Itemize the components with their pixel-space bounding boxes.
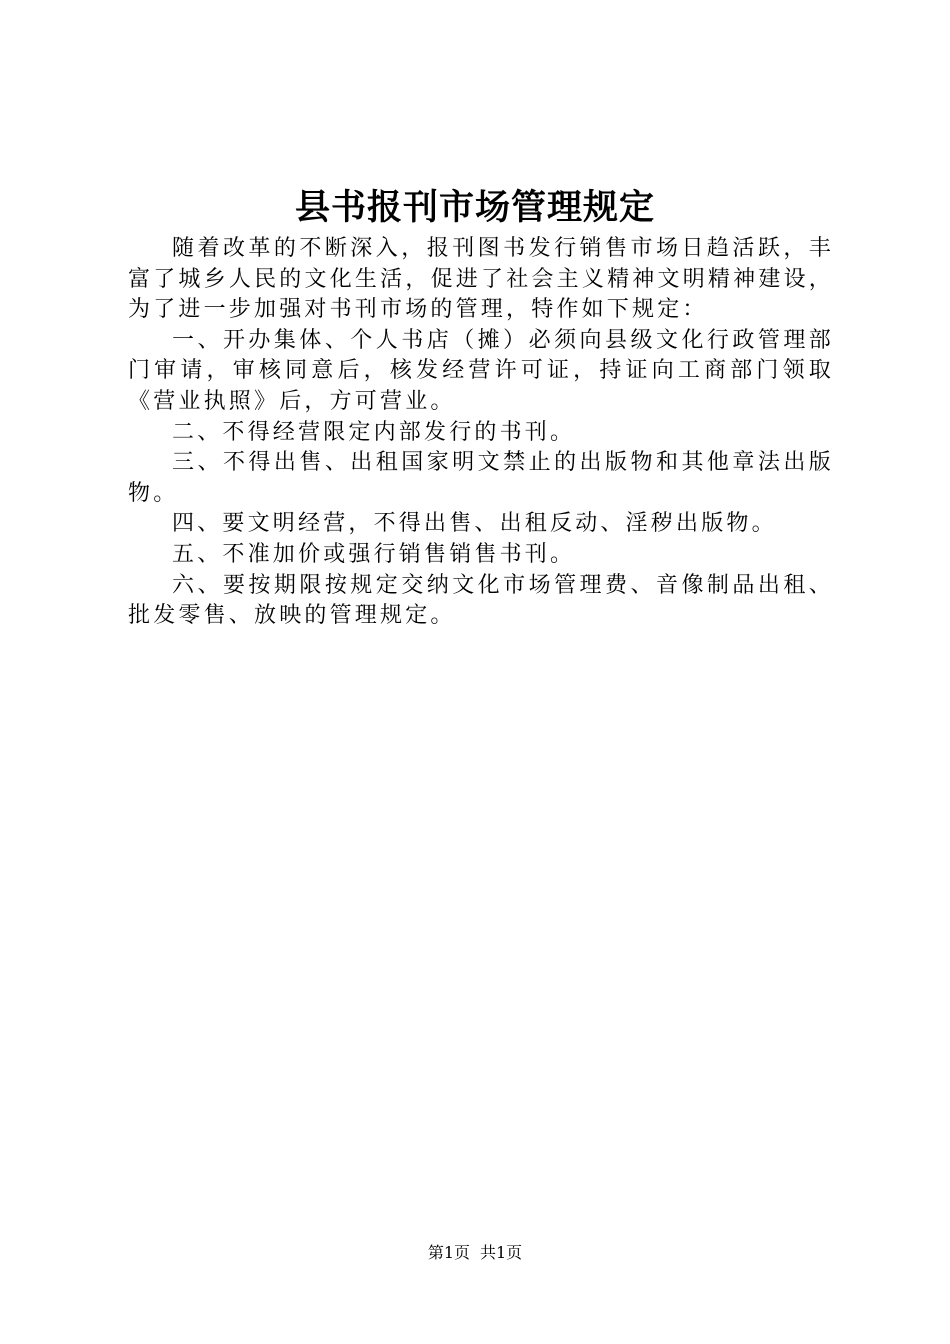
rule-5-paragraph: 五、不准加价或强行销售销售书刊。 [172, 541, 576, 567]
page-total: 共1页 [480, 1243, 523, 1262]
rule-3-paragraph: 三、不得出售、出租国家明文禁止的出版物和其他章法出版物。 [128, 450, 834, 506]
page-footer [0, 1242, 950, 1264]
document-body [128, 234, 834, 632]
page-number: 第1页 [427, 1243, 470, 1262]
rule-4-paragraph: 四、要文明经营，不得出售、出租反动、淫秽出版物。 [172, 511, 777, 537]
rule-1-paragraph: 一、开办集体、个人书店（摊）必须向县级文化行政管理部门审请，审核同意后，核发经营许可证，持证向工商部门领取《营业执照》后，方可营业。 [128, 327, 834, 414]
rule-2-paragraph: 二、不得经营限定内部发行的书刊。 [172, 419, 576, 445]
rule-6-paragraph: 六、要按期限按规定交纳文化市场管理费、音像制品出租、批发零售、放映的管理规定。 [128, 572, 834, 629]
intro-paragraph: 随着改革的不断深入，报刊图书发行销售市场日趋活跃，丰富了城乡人民的文化生活，促进了社会主义精神文明精神建设，为了进一步加强对书刊市场的管理，特作如下规定： [128, 236, 834, 323]
document-title: 县书报刊市场管理规定 [294, 188, 655, 228]
